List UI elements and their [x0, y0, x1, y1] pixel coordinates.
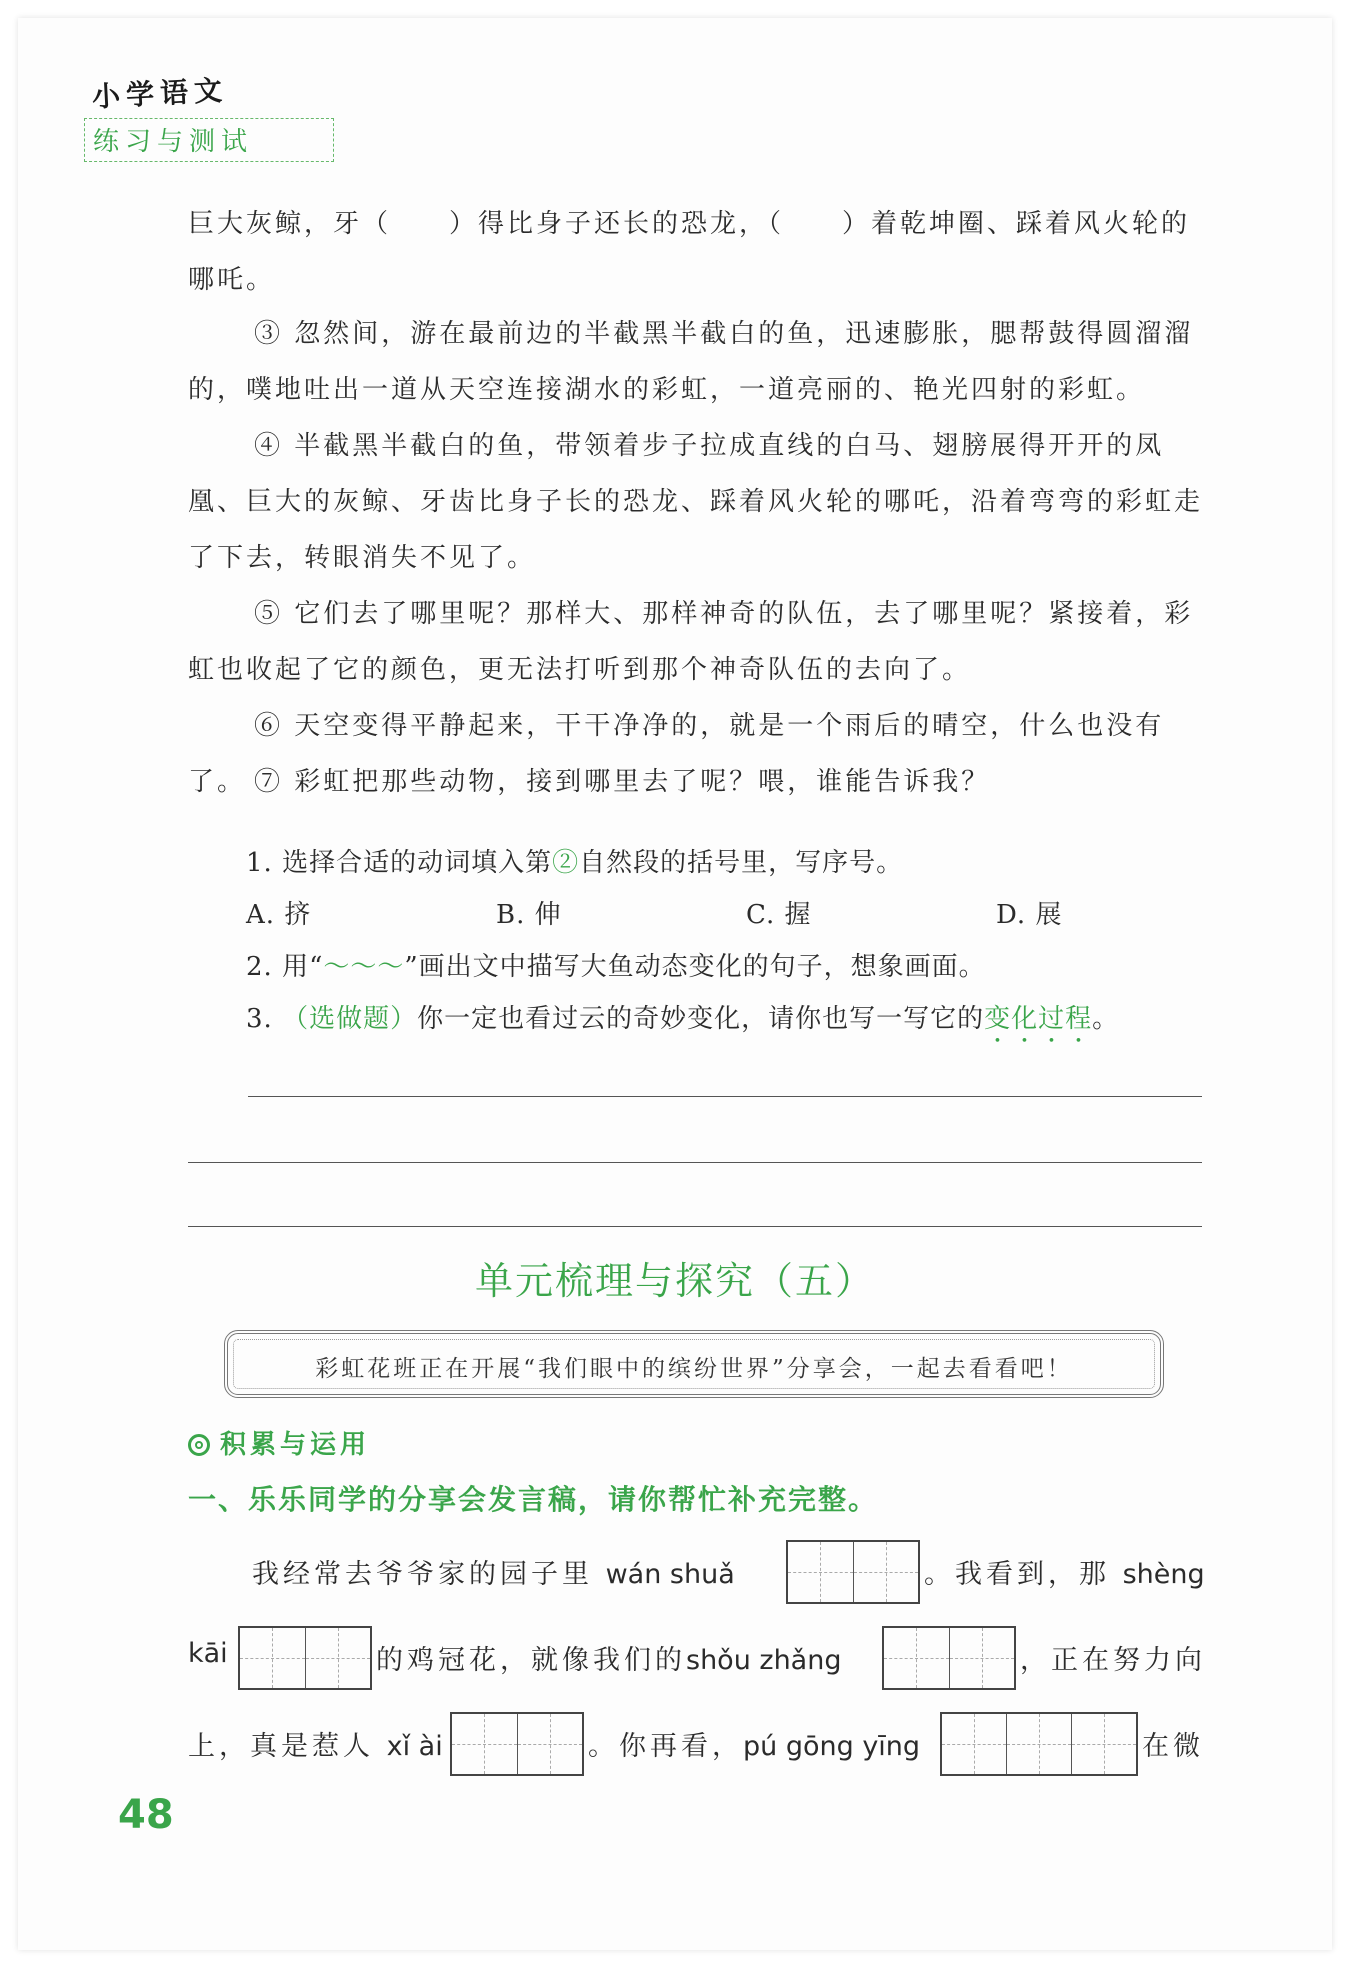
passage-paragraph-7: ⑦ 彩虹把那些动物，接到哪里去了呢？喂，谁能告诉我？ — [254, 767, 991, 797]
fill-text: 的鸡冠花，就像我们的 — [376, 1645, 686, 1676]
passage-paragraph-5: ⑤ 它们去了哪里呢？那样大、那样神奇的队伍，去了哪里呢？紧接着，彩虹也收起了它的颜色，更无法打听到那个神奇队伍的去向了。 — [188, 599, 1194, 685]
answer-line-2[interactable] — [188, 1162, 1202, 1163]
option-c[interactable]: C. 握 — [746, 900, 812, 930]
fill-text: 上，真是惹人 — [188, 1731, 374, 1762]
question-2-post: ”画出文中描写大鱼动态变化的句子，想象画面。 — [404, 952, 986, 982]
pinyin: shǒu zhǎng — [686, 1645, 842, 1676]
series-title: 小学语文 — [91, 73, 229, 114]
char-grid-shengkai[interactable] — [238, 1626, 372, 1690]
char-grid-xiai[interactable] — [450, 1712, 584, 1776]
section-title: 单元梳理与探究（五） — [474, 1259, 875, 1303]
book-title: 练习与测试 — [93, 127, 254, 157]
answer-line-3[interactable] — [188, 1226, 1202, 1227]
question-3 — [246, 998, 1119, 1049]
subheading — [188, 1424, 370, 1461]
fill-text: 。我看到，那 — [924, 1559, 1110, 1590]
fill-line-3-text-b — [588, 1724, 920, 1763]
question-2-pre: 2. 用“ — [246, 952, 324, 982]
option-b[interactable]: B. 伸 — [496, 900, 562, 930]
wavy-line-mark: ～～～ — [323, 952, 405, 982]
banner-text: 彩虹花班正在开展“我们眼中的缤纷世界”分享会，一起去看看吧！ — [315, 1356, 1073, 1382]
pinyin: wán shuǎ — [605, 1559, 735, 1590]
target-circle-icon — [188, 1434, 210, 1456]
pinyin: shèng — [1122, 1559, 1205, 1590]
question-3-text: 你一定也看过云的奇妙变化，请你也写一写它的 — [417, 1004, 985, 1034]
intro-banner — [224, 1330, 1164, 1398]
fill-line-1-text — [252, 1552, 735, 1591]
pinyin: pú gōng yīng — [743, 1731, 921, 1762]
char-grid-pugongying[interactable] — [940, 1712, 1138, 1776]
question-1 — [246, 842, 903, 879]
option-d[interactable]: D. 展 — [996, 900, 1063, 930]
fill-line-2-text-b: ，正在努力向 — [1020, 1645, 1206, 1676]
fill-line-2-pinyin — [188, 1638, 228, 1669]
fill-text: 我经常去爷爷家的园子里 — [252, 1559, 593, 1590]
fill-line-3-text-c: 在微 — [1142, 1731, 1204, 1762]
page-number: 48 — [118, 1792, 174, 1838]
fill-text: 。你再看， — [588, 1731, 743, 1762]
char-grid-wanshua[interactable] — [786, 1540, 920, 1604]
passage-paragraph-4: ④ 半截黑半截白的鱼，带领着步子拉成直线的白马、翅膀展得开开的凤凰、巨大的灰鲸、牙齿比身子长的恐龙、踩着风火轮的哪吒，沿着弯弯的彩虹走了下去，转眼消失不见了。 — [188, 431, 1204, 573]
option-a[interactable]: A. 挤 — [246, 900, 312, 930]
fill-line-2-text — [376, 1638, 841, 1677]
optional-tag: （选做题） — [282, 1004, 418, 1034]
answer-line-1[interactable] — [248, 1096, 1202, 1097]
passage-paragraph-6: ⑥ 天空变得平静起来，干干净净的，就是一个雨后的晴空，什么也没有了。 — [188, 711, 1165, 797]
passage-paragraph-3: ③ 忽然间，游在最前边的半截黑半截白的鱼，迅速膨胀，腮帮鼓得圆溜溜的，噗地吐出一道从天空连接湖水的彩虹，一道亮丽的、艳光四射的彩虹。 — [188, 319, 1194, 405]
pinyin: kāi — [188, 1638, 228, 1669]
question-2 — [246, 946, 986, 983]
question-3-end: 。 — [1092, 1004, 1120, 1034]
char-grid-shouzhang[interactable] — [882, 1626, 1016, 1690]
subheading-text: 积累与运用 — [220, 1430, 371, 1460]
pinyin: xǐ ài — [386, 1731, 443, 1762]
task-1-heading: 一、乐乐同学的分享会发言稿，请你帮忙补充完整。 — [188, 1483, 879, 1516]
fill-line-1-text-b — [924, 1552, 1205, 1591]
question-1-pre: 1. 选择合适的动词填入第 — [246, 848, 553, 878]
question-3-num: 3. — [246, 1004, 283, 1034]
paragraph-ref-mark: ② — [552, 848, 580, 878]
fill-line-3-text — [188, 1724, 443, 1763]
passage-paragraph-2-cont: 巨大灰鲸，牙（ ）得比身子还长的恐龙，（ ）着乾坤圈、踩着风火轮的哪吒。 — [188, 209, 1191, 295]
question-1-post: 自然段的括号里，写序号。 — [579, 848, 904, 878]
emphasized-term: 变化过程 — [984, 1004, 1093, 1034]
book-title-box — [84, 118, 334, 162]
